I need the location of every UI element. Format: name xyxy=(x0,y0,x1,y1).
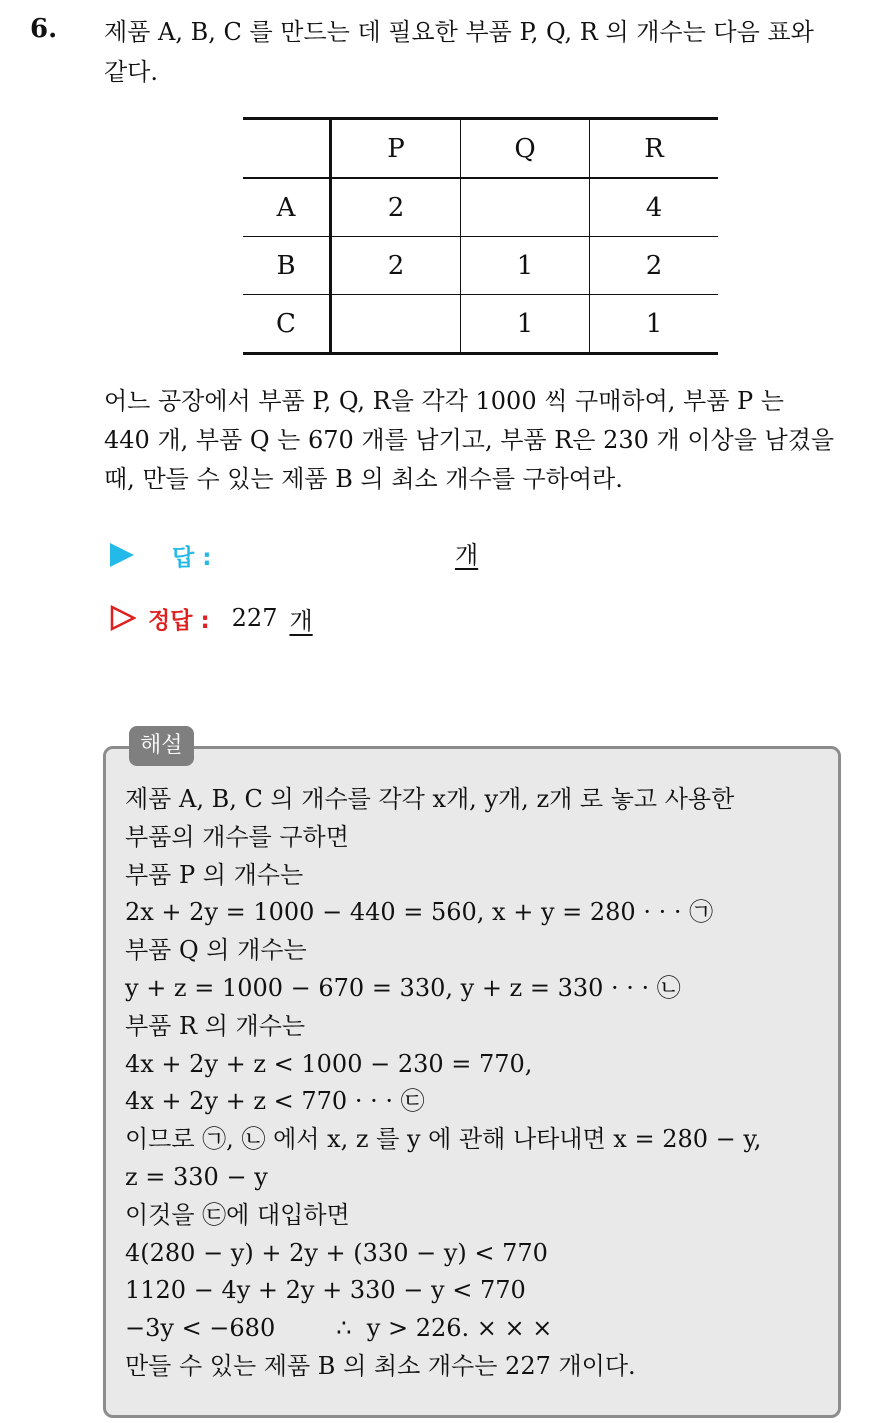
solution-line: 이것을 ㉢에 대입하면 xyxy=(125,1200,350,1229)
condition-text: 어느 공장에서 부품 P, Q, R을 각각 1000 씩 구매하여, 부품 P 는 440 개, 부품 Q 는 670 개를 남기고, 부품 R은 230 개 이상을 남겼을 때, 만들 수 있는 제품 B 의 최소 개수를 구하여라. xyxy=(104,387,835,493)
play-triangle-icon xyxy=(110,543,134,567)
table-header-row xyxy=(243,119,718,179)
solution-line: 제품 A, B, C 의 개수를 각각 x개, y개, z개 로 놓고 사용한 xyxy=(125,785,735,813)
solution-line: 2x + 2y = 1000 − 440 = 560, x + y = 280 · · · ㉠ xyxy=(125,898,714,927)
solution-lines xyxy=(125,781,825,1386)
solution-line: 부품 Q 의 개수는 xyxy=(125,936,307,965)
solution-line: 부품의 개수를 구하면 xyxy=(125,822,349,851)
table-cell: 1 xyxy=(590,295,719,354)
solution-line: −3y < −680 ∴ y > 226. × × × xyxy=(125,1314,553,1343)
table-cell: C xyxy=(243,295,331,354)
table-cell: B xyxy=(243,237,331,295)
question-number: 6. xyxy=(30,14,58,44)
table-cell: 2 xyxy=(331,237,461,295)
table-cell: 2 xyxy=(590,237,719,295)
table-header-cell xyxy=(243,119,331,179)
solution-line: y + z = 1000 − 670 = 330, y + z = 330 · · · ㉡ xyxy=(125,973,681,1002)
answer-label: 답 : xyxy=(172,544,212,571)
table-row xyxy=(243,237,718,295)
solution-line: z = 330 − y xyxy=(125,1162,268,1191)
table-cell xyxy=(331,295,461,354)
table-row xyxy=(243,295,718,354)
correct-answer-value: 227 xyxy=(231,604,278,632)
correct-answer-row xyxy=(110,598,313,638)
table-cell xyxy=(461,178,590,237)
table-cell: 4 xyxy=(590,178,719,237)
question-text: 제품 A, B, C 를 만드는 데 필요한 부품 P, Q, R 의 개수는 다음 표와 같다. xyxy=(104,18,814,86)
solution-line: 4x + 2y + z < 1000 − 230 = 770, xyxy=(125,1049,533,1078)
parts-table xyxy=(243,117,718,355)
table-header-cell: Q xyxy=(461,119,590,179)
solution-line: 부품 R 의 개수는 xyxy=(125,1011,306,1040)
solution-line: 부품 P 의 개수는 xyxy=(125,860,304,889)
correct-answer-label: 정답 : xyxy=(148,607,210,634)
table-header-cell: P xyxy=(331,119,461,179)
outline-triangle-icon xyxy=(110,605,136,631)
table-header-cell: R xyxy=(590,119,719,179)
solution-line: 4(280 − y) + 2y + (330 − y) < 770 xyxy=(125,1238,548,1267)
answer-unit: 개 xyxy=(455,541,479,569)
solution-line: 1120 − 4y + 2y + 330 − y < 770 xyxy=(125,1276,526,1305)
table-cell: 1 xyxy=(461,295,590,354)
solution-line: 만들 수 있는 제품 B 의 최소 개수는 227 개이다. xyxy=(125,1351,636,1380)
solution-line: 이므로 ㉠, ㉡ 에서 x, z 를 y 에 관해 나타내면 x = 280 − y, xyxy=(125,1125,762,1154)
table-cell: A xyxy=(243,178,331,237)
answer-row xyxy=(110,535,211,575)
solution-line: 4x + 2y + z < 770 · · · ㉢ xyxy=(125,1087,425,1116)
solution-tag: 해설 xyxy=(129,726,194,766)
correct-answer-unit: 개 xyxy=(289,606,313,635)
table-row xyxy=(243,178,718,237)
table-cell: 1 xyxy=(461,237,590,295)
table-cell: 2 xyxy=(331,178,461,237)
